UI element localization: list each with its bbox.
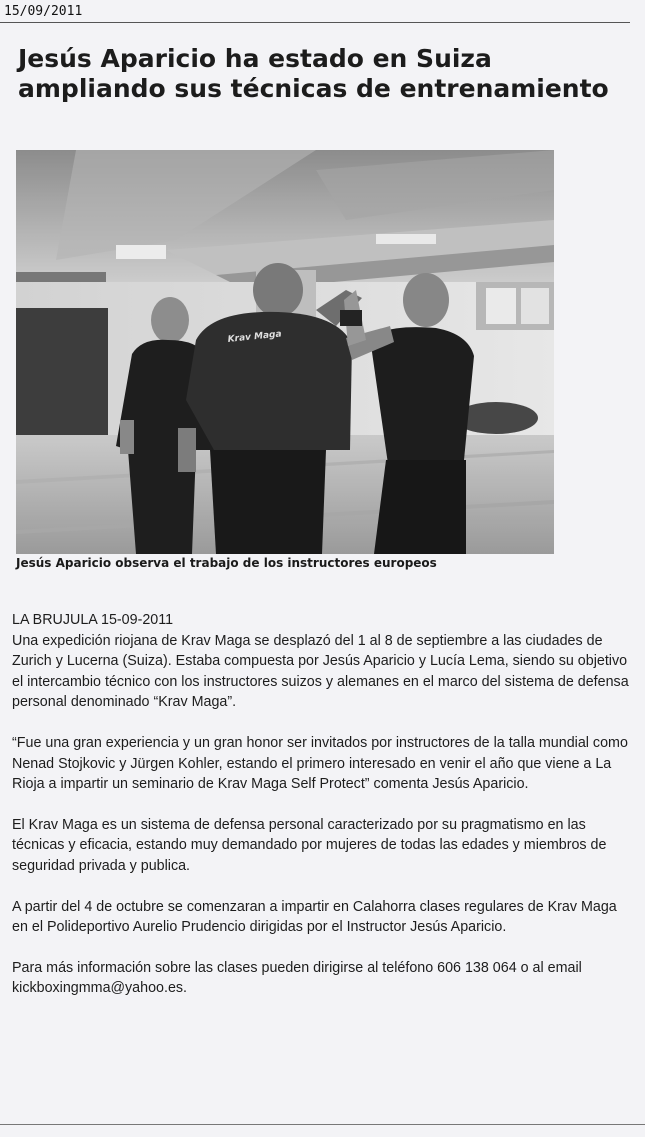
article-byline: LA BRUJULA 15-09-2011 [12, 612, 174, 628]
article-paragraph: A partir del 4 de octubre se comenzaran a impartir en Calahorra clases regulares de Krav Maga en el Polideportivo Aurelio Prudencio dirigidas por el Instructor Jesús Aparicio. [12, 898, 617, 936]
clipping-date: 15/09/2011 [4, 4, 83, 19]
bottom-divider [0, 1124, 645, 1125]
article-paragraph: El Krav Maga es un sistema de defensa personal caracterizado por su pragmatismo en las técnicas y eficacia, estando muy demandado por mujeres de todas las edades y miembros de seguridad privada y publica. [12, 816, 607, 874]
article-paragraph: Para más información sobre las clases pueden dirigirse al teléfono 606 138 064 o al email kickboxingmma@yahoo.es. [12, 959, 582, 997]
top-divider [0, 22, 630, 23]
article-paragraph: Una expedición riojana de Krav Maga se desplazó del 1 al 8 de septiembre a las ciudades de Zurich y Lucerna (Suiza). Estaba compuesta por Jesús Aparicio y Lucía Lema, siendo su objetivo el intercambio técnico con los instructores suizos y alemanes en el marco del sistema de defensa personal denominado “Krav Maga”. [12, 632, 629, 711]
article-body [12, 610, 634, 1019]
article-paragraph: “Fue una gran experiencia y un gran honor ser invitados por instructores de la talla mundial como Nenad Stojkovic y Jürgen Kohler, estando el primero interesado en venir el año que viene a La Rioja a impartir un seminario de Krav Maga Self Protect” comenta Jesús Aparicio. [12, 734, 628, 793]
photo-caption: Jesús Aparicio observa el trabajo de los instructores europeos [16, 556, 437, 570]
photo-shirt-text: Krav Maga [227, 329, 283, 345]
article-photo [16, 150, 554, 554]
article-headline: Jesús Aparicio ha estado en Suiza ampliando sus técnicas de entrenamiento [18, 44, 609, 103]
